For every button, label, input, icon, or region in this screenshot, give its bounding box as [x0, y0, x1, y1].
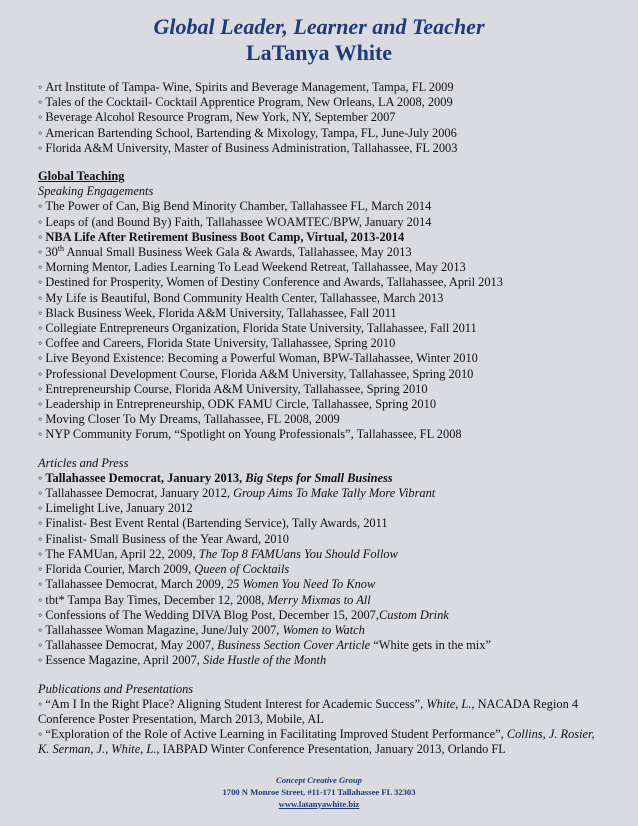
list-item: ◦ My Life is Beautiful, Bond Community Health Center, Tallahassee, March 2013 [38, 290, 444, 305]
list-item: ◦ American Bartending School, Bartending & Mixology, Tampa, FL, June-July 2006 [38, 125, 457, 140]
bullet-icon: ◦ [38, 80, 43, 94]
bullet-icon: ◦ [38, 516, 43, 531]
list-item: ◦ Tallahassee Woman Magazine, June/July 2007, Women to Watch [38, 622, 365, 637]
bullet-icon: ◦ [38, 397, 43, 412]
bullet-icon: ◦ [38, 607, 43, 622]
subheading-speaking-engagements: Speaking Engagements [38, 184, 154, 199]
list-item: ◦ Entrepreneurship Course, Florida A&M University, Tallahassee, Spring 2010 [38, 381, 428, 396]
bullet-icon: ◦ [38, 351, 43, 366]
bullet-icon: ◦ [38, 622, 43, 637]
list-item: ◦ Leadership in Entrepreneurship, ODK FAMU Circle, Tallahassee, Spring 2010 [38, 397, 437, 412]
bullet-icon: ◦ [38, 336, 43, 351]
bullet-icon: ◦ [38, 727, 43, 742]
list-item: ◦ Collegiate Entrepreneurs Organization, Florida State University, Tallahassee, Fall 2011 [38, 321, 477, 336]
list-item: ◦ Tallahassee Democrat, January 2012, Group Aims To Make Tally More Vibrant [38, 486, 436, 501]
list-item: ◦ Tallahassee Democrat, January 2013, Big Steps for Small Business [38, 470, 393, 485]
bullet-icon: ◦ [38, 427, 43, 442]
bullet-icon: ◦ [38, 275, 43, 290]
bullet-icon: ◦ [38, 366, 43, 381]
bullet-icon: ◦ [38, 486, 43, 501]
bullet-icon: ◦ [38, 321, 43, 336]
bullet-icon: ◦ [38, 381, 43, 396]
list-item: ◦ The FAMUan, April 22, 2009, The Top 8 FAMUans You Should Follow [38, 546, 398, 561]
list-item: ◦ Finalist- Best Event Rental (Bartending Service), Tally Awards, 2011 [38, 516, 388, 531]
bullet-icon: ◦ [38, 562, 43, 577]
footer-organization: Concept Creative Group [276, 775, 362, 785]
publications-list [38, 697, 598, 758]
bullet-icon: ◦ [38, 229, 43, 244]
list-item: ◦ Florida Courier, March 2009, Queen of Cocktails [38, 562, 290, 577]
list-item: ◦ 30th Annual Small Business Week Gala & Awards, Tallahassee, May 2013 [38, 243, 412, 260]
bullet-icon: ◦ [38, 638, 43, 653]
bullet-icon: ◦ [38, 199, 43, 214]
list-item: ◦ “Exploration of the Role of Active Learning in Facilitating Improved Student Performance”, Collins, J. Rosier, K. Serman, J., White, L., IABPAD Winter Conference Presentation, January 2013, Orlando FL [38, 727, 595, 757]
bullet-icon: ◦ [38, 653, 43, 668]
list-item: ◦ The Power of Can, Big Bend Minority Chamber, Tallahassee FL, March 2014 [38, 199, 432, 214]
list-item: ◦ Leaps of (and Bound By) Faith, Tallahassee WOAMTEC/BPW, January 2014 [38, 214, 432, 229]
bullet-icon: ◦ [38, 140, 43, 155]
list-item: ◦ Tallahassee Democrat, May 2007, Business Section Cover Article “White gets in the mix” [38, 638, 491, 653]
list-item: ◦ NBA Life After Retirement Business Boot Camp, Virtual, 2013-2014 [38, 229, 405, 244]
bullet-icon: ◦ [38, 290, 43, 305]
bullet-icon: ◦ [38, 546, 43, 561]
footer [0, 774, 638, 810]
list-item: ◦ Black Business Week, Florida A&M University, Tallahassee, Fall 2011 [38, 305, 397, 320]
list-item: ◦ Beverage Alcohol Resource Program, New York, NY, September 2007 [38, 110, 396, 125]
list-item: ◦ Confessions of The Wedding DIVA Blog Post, December 15, 2007,Custom Drink [38, 607, 449, 622]
bullet-icon: ◦ [38, 245, 43, 260]
list-item: ◦ Art Institute of Tampa- Wine, Spirits and Beverage Management, Tampa, FL 2009 [38, 80, 454, 94]
list-item: ◦ Live Beyond Existence: Becoming a Powerful Woman, BPW-Tallahassee, Winter 2010 [38, 351, 478, 366]
list-item: ◦ Morning Mentor, Ladies Learning To Lead Weekend Retreat, Tallahassee, May 2013 [38, 260, 466, 275]
list-item: ◦ Finalist- Small Business of the Year Award, 2010 [38, 531, 289, 546]
list-item: ◦ “Am I In the Right Place? Aligning Student Interest for Academic Success”, White, L., NACADA Region 4 Conference Poster Presentation, March 2013, Mobile, AL [38, 696, 579, 726]
bullet-icon: ◦ [38, 531, 43, 546]
bullet-icon: ◦ [38, 125, 43, 140]
bullet-icon: ◦ [38, 412, 43, 427]
footer-website-link[interactable]: www.latanyawhite.biz [278, 799, 360, 809]
bullet-icon: ◦ [38, 260, 43, 275]
list-item: ◦ NYP Community Forum, “Spotlight on Young Professionals”, Tallahassee, FL 2008 [38, 427, 462, 442]
page-title: Global Leader, Learner and Teacher [153, 14, 485, 39]
list-item: ◦ Limelight Live, January 2012 [38, 501, 193, 516]
speaking-list [38, 199, 598, 442]
person-name: LaTanya White [245, 40, 393, 65]
footer-address: 1700 N Monroe Street, #11-171 Tallahassee FL 32303 [222, 787, 416, 797]
bullet-icon: ◦ [38, 577, 43, 592]
education-list [38, 80, 598, 156]
bullet-icon: ◦ [38, 592, 43, 607]
bullet-icon: ◦ [38, 110, 43, 125]
list-item: ◦ Moving Closer To My Dreams, Tallahassee, FL 2008, 2009 [38, 412, 340, 427]
list-item: ◦ tbt* Tampa Bay Times, December 12, 2008, Merry Mixmas to All [38, 592, 371, 607]
bullet-icon: ◦ [38, 696, 43, 711]
bullet-icon: ◦ [38, 305, 43, 320]
list-item: ◦ Destined for Prosperity, Women of Destiny Conference and Awards, Tallahassee, April 2013 [38, 275, 503, 290]
bullet-icon: ◦ [38, 95, 43, 110]
subheading-publications: Publications and Presentations [38, 681, 194, 696]
bullet-icon: ◦ [38, 214, 43, 229]
list-item: ◦ Tallahassee Democrat, March 2009, 25 Women You Need To Know [38, 577, 376, 592]
bullet-icon: ◦ [38, 501, 43, 516]
list-item: ◦ Tales of the Cocktail- Cocktail Apprentice Program, New Orleans, LA 2008, 2009 [38, 95, 453, 110]
subheading-articles-and-press: Articles and Press [38, 455, 129, 470]
section-heading-global-teaching: Global Teaching [38, 169, 125, 184]
list-item: ◦ Professional Development Course, Florida A&M University, Tallahassee, Spring 2010 [38, 366, 474, 381]
resume-body [38, 80, 598, 758]
list-item: ◦ Essence Magazine, April 2007, Side Hustle of the Month [38, 653, 327, 668]
list-item: ◦ Florida A&M University, Master of Business Administration, Tallahassee, FL 2003 [38, 140, 458, 155]
articles-list [38, 471, 598, 669]
bullet-icon: ◦ [38, 470, 43, 485]
list-item: ◦ Coffee and Careers, Florida State University, Tallahassee, Spring 2010 [38, 336, 396, 351]
